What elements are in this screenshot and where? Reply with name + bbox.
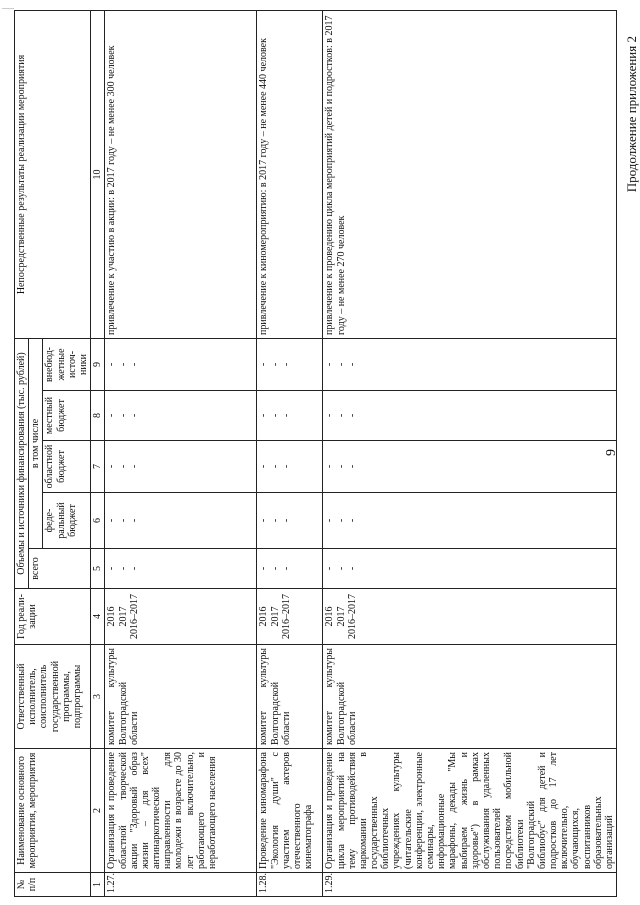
header-results: Непосредственные результаты реализации мероприятия bbox=[15, 10, 91, 338]
row-years bbox=[257, 589, 323, 645]
header-name: Наименование основного мероприятия, мероприятия bbox=[15, 749, 91, 873]
col-number: 10 bbox=[91, 10, 105, 338]
row-result: привлечение к киномероприятию: в 2017 году – не менее 440 человек bbox=[257, 10, 323, 338]
row-local bbox=[257, 391, 323, 441]
value-cell: - bbox=[324, 566, 336, 571]
col-number: 5 bbox=[91, 549, 105, 589]
header-num: № п/п bbox=[15, 873, 91, 897]
value-cell: - bbox=[258, 413, 270, 418]
header-total: всего bbox=[29, 549, 91, 589]
row-executor: комитет культуры Волгоградской области bbox=[323, 645, 617, 749]
row-regional bbox=[323, 441, 617, 493]
value-cell: - bbox=[269, 413, 281, 418]
row-total bbox=[105, 549, 257, 589]
col-number: 4 bbox=[91, 589, 105, 645]
value-cell: - bbox=[106, 413, 118, 418]
value-cell: - bbox=[117, 464, 129, 469]
row-local bbox=[323, 391, 617, 441]
value-cell: - bbox=[280, 518, 292, 523]
year-value: 2016 bbox=[106, 606, 118, 627]
value-cell: - bbox=[128, 518, 140, 523]
year-value: 2016–2017 bbox=[128, 594, 140, 639]
continuation-label: Продолжение приложения 2 bbox=[624, 36, 639, 193]
value-cell: - bbox=[335, 566, 347, 571]
value-cell: - bbox=[128, 413, 140, 418]
header-regional: областной бюджет bbox=[43, 441, 91, 493]
value-cell: - bbox=[117, 362, 129, 367]
header-volumes: Объемы и источники финансирования (тыс. рублей) bbox=[15, 338, 29, 588]
value-cell: - bbox=[335, 518, 347, 523]
row-num: 1.29. bbox=[323, 873, 617, 897]
value-cell: - bbox=[346, 518, 358, 523]
value-cell: - bbox=[258, 566, 270, 571]
table-row bbox=[105, 10, 257, 896]
value-cell: - bbox=[324, 464, 336, 469]
header-local: местный бюджет bbox=[43, 391, 91, 441]
header-incl: в том числе bbox=[29, 338, 43, 548]
value-cell: - bbox=[258, 464, 270, 469]
value-cell: - bbox=[128, 566, 140, 571]
value-cell: - bbox=[324, 413, 336, 418]
col-number: 6 bbox=[91, 493, 105, 549]
page-corner-mark bbox=[2, 2, 14, 9]
header-row-1 bbox=[15, 10, 29, 896]
header-executor: Ответственный исполнитель, соисполнитель государственной программы, подпрограммы bbox=[15, 645, 91, 749]
value-cell: - bbox=[269, 464, 281, 469]
row-result: привлечение к проведению цикла мероприятий детей и подростков: в 2017 году – не менее 270 человек bbox=[323, 10, 617, 338]
value-cell: - bbox=[106, 518, 118, 523]
row-name: Организация и проведение областной творческой акции "Здоровый образ жизни – для всех" антинаркотической направленности для молодежи в возрасте до 30 лет включительно, работающего и неработающего населения bbox=[105, 749, 257, 873]
column-number-row bbox=[91, 10, 105, 896]
row-local bbox=[105, 391, 257, 441]
page-number: 9 bbox=[604, 449, 619, 456]
row-num: 1.28. bbox=[257, 873, 323, 897]
row-total bbox=[257, 549, 323, 589]
table-row bbox=[323, 10, 617, 896]
row-executor: комитет культуры Волгоградской области bbox=[257, 645, 323, 749]
row-offbudget bbox=[257, 338, 323, 390]
value-cell: - bbox=[269, 518, 281, 523]
row-num: 1.27. bbox=[105, 873, 257, 897]
row-federal bbox=[323, 493, 617, 549]
value-cell: - bbox=[346, 362, 358, 367]
value-cell: - bbox=[269, 362, 281, 367]
year-value: 2016–2017 bbox=[346, 594, 358, 639]
year-value: 2017 bbox=[269, 606, 281, 627]
col-number: 8 bbox=[91, 391, 105, 441]
value-cell: - bbox=[280, 566, 292, 571]
value-cell: - bbox=[106, 464, 118, 469]
table-row bbox=[257, 10, 323, 896]
value-cell: - bbox=[335, 362, 347, 367]
row-offbudget bbox=[105, 338, 257, 390]
row-result: привлечение к участию в акции: в 2017 году – не менее 300 человек bbox=[105, 10, 257, 338]
col-number: 1 bbox=[91, 873, 105, 897]
value-cell: - bbox=[335, 464, 347, 469]
value-cell: - bbox=[324, 518, 336, 523]
col-number: 2 bbox=[91, 749, 105, 873]
value-cell: - bbox=[258, 362, 270, 367]
value-cell: - bbox=[280, 362, 292, 367]
col-number: 7 bbox=[91, 441, 105, 493]
year-value: 2016 bbox=[258, 606, 270, 627]
year-value: 2016–2017 bbox=[280, 594, 292, 639]
value-cell: - bbox=[324, 362, 336, 367]
value-cell: - bbox=[280, 413, 292, 418]
value-cell: - bbox=[128, 362, 140, 367]
value-cell: - bbox=[117, 566, 129, 571]
value-cell: - bbox=[117, 413, 129, 418]
value-cell: - bbox=[335, 413, 347, 418]
value-cell: - bbox=[346, 566, 358, 571]
row-name: Организация и проведение цикла мероприятий на тему противодействия наркомании в государственных библиотечных учреждениях культуры (читательские конференции, электронные семинары, информационные марафоны, декады "Мы выбираем жизнь и здоровье") в рамках обслуживания удаленных пользователей посредством мобильной библиотеки "Волгоградский библиобус" для детей и подростков до 17 лет включительно, обучающихся, воспитанников образовательных организаций bbox=[323, 749, 617, 873]
row-regional bbox=[105, 441, 257, 493]
year-value: 2017 bbox=[117, 606, 129, 627]
row-total bbox=[323, 549, 617, 589]
year-value: 2016 bbox=[324, 606, 336, 627]
value-cell: - bbox=[128, 464, 140, 469]
year-value: 2017 bbox=[335, 606, 347, 627]
value-cell: - bbox=[346, 413, 358, 418]
value-cell: - bbox=[269, 566, 281, 571]
header-federal: феде-ральный бюджет bbox=[43, 493, 91, 549]
row-regional bbox=[257, 441, 323, 493]
row-offbudget bbox=[323, 338, 617, 390]
financing-table bbox=[14, 10, 617, 897]
row-years bbox=[105, 589, 257, 645]
value-cell: - bbox=[106, 362, 118, 367]
value-cell: - bbox=[346, 464, 358, 469]
header-year: Год реали-зации bbox=[15, 589, 91, 645]
row-federal bbox=[105, 493, 257, 549]
value-cell: - bbox=[258, 518, 270, 523]
row-name: Проведение киномарафона "Экология души" с участием актеров отечественного кинематографа bbox=[257, 749, 323, 873]
row-executor: комитет культуры Волгоградской области bbox=[105, 645, 257, 749]
header-offbudget: внебюд-жетные источ-ники bbox=[43, 338, 91, 390]
value-cell: - bbox=[117, 518, 129, 523]
col-number: 3 bbox=[91, 645, 105, 749]
value-cell: - bbox=[106, 566, 118, 571]
row-years bbox=[323, 589, 617, 645]
row-federal bbox=[257, 493, 323, 549]
col-number: 9 bbox=[91, 338, 105, 390]
value-cell: - bbox=[280, 464, 292, 469]
